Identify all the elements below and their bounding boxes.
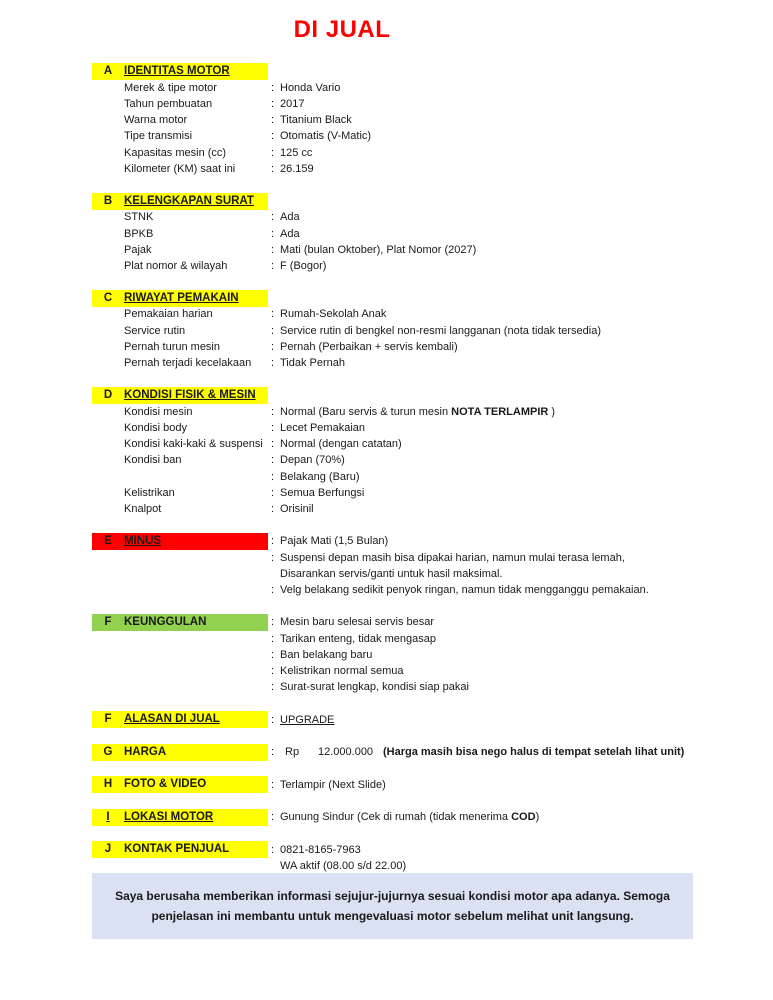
price-note: (Harga masih bisa nego halus di tempat setelah lihat unit): [383, 746, 685, 758]
value-bold: COD: [511, 811, 536, 823]
row-label: Kondisi kaki-kaki & suspensi: [124, 438, 263, 450]
row-value: Mesin baru selesai servis besar: [280, 616, 435, 628]
row-label: Service rutin: [124, 325, 186, 337]
section-name: MINUS: [124, 535, 162, 547]
row-value: Mati (bulan Oktober), Plat Nomor (2027): [280, 244, 477, 256]
section-name: LOKASI MOTOR: [124, 811, 214, 823]
section-header-surat: [92, 193, 268, 210]
row-colon: :: [271, 616, 275, 628]
contact-hours: WA aktif (08.00 s/d 22.00): [280, 860, 407, 872]
section-letter: B: [103, 195, 113, 207]
row-colon: :: [271, 114, 275, 126]
section-letter: J: [104, 843, 112, 855]
row-colon: :: [271, 844, 275, 856]
row-colon: :: [271, 681, 275, 693]
section-header-lokasi: [92, 809, 268, 826]
row-label: Kondisi body: [124, 422, 187, 434]
row-colon: :: [271, 308, 275, 320]
row-value: Otomatis (V-Matic): [280, 130, 372, 142]
row-colon: :: [271, 649, 275, 661]
row-colon: :: [271, 341, 275, 353]
row-value: Service rutin di bengkel non-resmi langganan (nota tidak tersedia): [280, 325, 602, 337]
row-colon: :: [271, 535, 275, 547]
row-label: Merek & tipe motor: [124, 82, 217, 94]
row-colon: :: [271, 552, 275, 564]
row-colon: :: [271, 503, 275, 515]
row-colon: :: [271, 811, 275, 823]
row-colon: :: [271, 211, 275, 223]
row-colon: :: [271, 714, 275, 726]
section-letter: I: [106, 811, 110, 823]
row-value: Rumah-Sekolah Anak: [280, 308, 387, 320]
section-letter: D: [103, 389, 113, 401]
row-value: UPGRADE: [280, 714, 335, 726]
row-value: Pernah (Perbaikan + servis kembali): [280, 341, 458, 353]
row-label: Plat nomor & wilayah: [124, 260, 228, 272]
section-letter: A: [103, 65, 113, 77]
section-letter: E: [104, 535, 112, 547]
value-text: ): [535, 811, 540, 823]
value-text: Normal (Baru servis & turun mesin: [280, 406, 452, 418]
row-value: Tarikan enteng, tidak mengasap: [280, 633, 436, 645]
section-letter: C: [103, 292, 113, 304]
row-value: Surat-surat lengkap, kondisi siap pakai: [280, 681, 469, 693]
row-label: STNK: [124, 211, 154, 223]
row-value: Kelistrikan normal semua: [280, 665, 404, 677]
section-name: FOTO & VIDEO: [124, 778, 207, 790]
row-colon: :: [271, 454, 275, 466]
section-letter: F: [104, 616, 112, 628]
row-value: Honda Vario: [280, 82, 341, 94]
section-header-harga: [92, 744, 268, 761]
section-name: KEUNGGULAN: [124, 616, 207, 628]
section-letter: F: [104, 713, 112, 725]
row-label: Kondisi mesin: [124, 406, 193, 418]
row-value: [280, 404, 555, 420]
row-label: Kilometer (KM) saat ini: [124, 163, 236, 175]
price-amount: 12.000.000: [318, 746, 374, 758]
row-value: Normal (dengan catatan): [280, 438, 402, 450]
section-header-riwayat: [92, 290, 268, 307]
value-text: Gunung Sindur (Cek di rumah (tidak menerima: [280, 811, 512, 823]
row-colon: :: [271, 438, 275, 450]
row-value: Lecet Pemakaian: [280, 422, 365, 434]
row-colon: :: [271, 130, 275, 142]
row-value: Pajak Mati (1,5 Bulan): [280, 535, 389, 547]
row-value: 125 cc: [280, 147, 313, 159]
value-text: ): [548, 406, 556, 418]
row-label: BPKB: [124, 228, 154, 240]
row-label: Tipe transmisi: [124, 130, 193, 142]
section-header-identitas: [92, 63, 268, 80]
row-value: Velg belakang sedikit penyok ringan, namun tidak mengganggu pemakaian.: [280, 584, 649, 596]
row-value: Terlampir (Next Slide): [280, 779, 386, 791]
row-value: Depan (70%): [280, 454, 345, 466]
row-value: Orisinil: [280, 503, 314, 515]
row-value: Ada: [280, 228, 300, 240]
row-colon: :: [271, 244, 275, 256]
row-value: Disarankan servis/ganti untuk hasil maksimal.: [280, 568, 503, 580]
section-header-kondisi: [92, 387, 268, 404]
row-colon: :: [271, 633, 275, 645]
row-label: Kelistrikan: [124, 487, 175, 499]
row-colon: :: [271, 325, 275, 337]
contact-phone: 0821-8165-7963: [280, 844, 361, 856]
section-name: KONDISI FISIK & MESIN: [124, 389, 256, 401]
row-colon: :: [271, 357, 275, 369]
row-label: Knalpot: [124, 503, 162, 515]
section-letter: G: [103, 746, 113, 758]
row-colon: :: [271, 746, 275, 758]
row-colon: :: [271, 779, 275, 791]
row-colon: :: [271, 422, 275, 434]
row-colon: :: [271, 665, 275, 677]
value-bold: NOTA TERLAMPIR: [451, 406, 549, 418]
section-name: ALASAN DI JUAL: [124, 713, 220, 725]
section-name: KELENGKAPAN SURAT: [124, 195, 254, 207]
row-value: [280, 809, 539, 825]
row-colon: :: [271, 406, 275, 418]
row-colon: :: [271, 487, 275, 499]
section-header-keunggulan: [92, 614, 268, 631]
disclaimer-line: Saya berusaha memberikan informasi sejujur-jujurnya sesuai kondisi motor apa adanya. Semoga: [115, 889, 670, 903]
row-colon: :: [271, 147, 275, 159]
row-label: Kapasitas mesin (cc): [124, 147, 227, 159]
section-letter: H: [103, 778, 113, 790]
section-name: IDENTITAS MOTOR: [124, 65, 230, 77]
section-name: HARGA: [124, 746, 167, 758]
row-value: Ban belakang baru: [280, 649, 373, 661]
row-value: Semua Berfungsi: [280, 487, 365, 499]
row-colon: :: [271, 82, 275, 94]
row-label: Pemakaian harian: [124, 308, 213, 320]
section-header-kontak: [92, 841, 268, 858]
row-label: Warna motor: [124, 114, 188, 126]
row-label: Pajak: [124, 244, 152, 256]
row-value: 26.159: [280, 163, 314, 175]
row-colon: :: [271, 584, 275, 596]
row-label: Pernah turun mesin: [124, 341, 220, 353]
row-colon: :: [271, 260, 275, 272]
row-colon: :: [271, 98, 275, 110]
row-label: Pernah terjadi kecelakaan: [124, 357, 252, 369]
row-colon: :: [271, 228, 275, 240]
row-value: Ada: [280, 211, 300, 223]
row-value: Belakang (Baru): [280, 471, 360, 483]
section-header-alasan: [92, 711, 268, 728]
section-name: KONTAK PENJUAL: [124, 843, 230, 855]
section-header-foto: [92, 776, 268, 793]
row-label: Kondisi ban: [124, 454, 182, 466]
row-value: Tidak Pernah: [280, 357, 346, 369]
page-title: DI JUAL: [293, 16, 391, 43]
row-value: Titanium Black: [280, 114, 352, 126]
section-name: RIWAYAT PEMAKAIN: [124, 292, 239, 304]
disclaimer-box: [92, 873, 693, 939]
disclaimer-line: penjelasan ini membantu untuk mengevaluasi motor sebelum melihat unit langsung.: [151, 909, 634, 923]
section-header-minus: [92, 533, 268, 550]
row-value: F (Bogor): [280, 260, 327, 272]
price-currency: Rp: [285, 746, 300, 758]
row-value: 2017: [280, 98, 305, 110]
row-colon: :: [271, 471, 275, 483]
row-label: Tahun pembuatan: [124, 98, 213, 110]
row-colon: :: [271, 163, 275, 175]
row-value: Suspensi depan masih bisa dipakai harian, namun mulai terasa lemah,: [280, 552, 625, 564]
